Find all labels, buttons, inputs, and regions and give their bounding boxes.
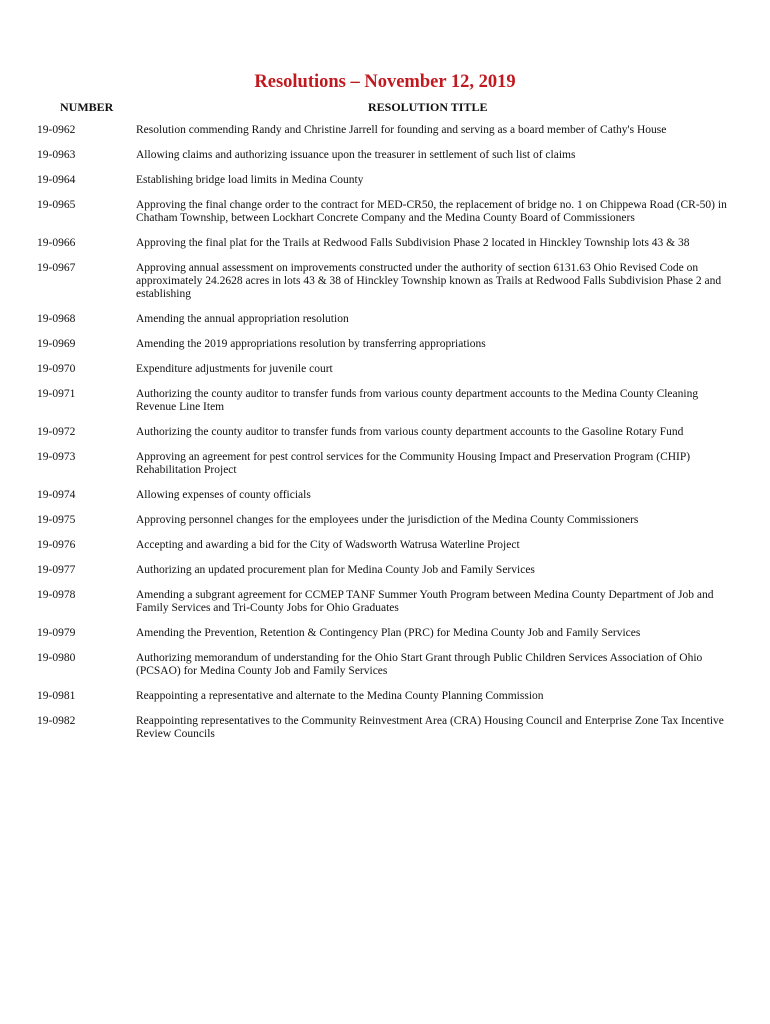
resolution-number: 19-0972 (37, 426, 76, 438)
resolution-row (0, 589, 770, 615)
resolution-title: Authorizing an updated procurement plan for Medina County Job and Family Services (136, 564, 535, 576)
resolution-title: Approving personnel changes for the employees under the jurisdiction of the Medina County Commissioners (136, 514, 639, 526)
resolution-row (0, 690, 770, 703)
resolution-row (0, 149, 770, 162)
resolution-number: 19-0974 (37, 489, 76, 501)
resolution-title: Accepting and awarding a bid for the City of Wadsworth Watrusa Waterline Project (136, 539, 520, 551)
resolution-row (0, 313, 770, 326)
resolution-number: 19-0979 (37, 627, 76, 639)
resolution-title: Allowing expenses of county officials (136, 489, 311, 501)
resolution-number: 19-0967 (37, 262, 76, 274)
resolution-number: 19-0976 (37, 539, 76, 551)
resolution-row (0, 199, 770, 225)
resolution-row (0, 539, 770, 552)
resolution-title: Resolution commending Randy and Christine Jarrell for founding and serving as a board member of Cathy's House (136, 124, 667, 136)
resolution-row (0, 652, 770, 678)
resolution-title: Establishing bridge load limits in Medina County (136, 174, 364, 186)
resolution-title: Approving the final change order to the contract for MED-CR50, the replacement of bridge no. 1 on Chippewa Road (CR-50) in Chatham Township, between Lockhart Concrete Company and the Medina County Board of Commissioners (136, 199, 727, 224)
resolution-title: Amending the 2019 appropriations resolution by transferring appropriations (136, 338, 486, 350)
resolution-title: Approving an agreement for pest control services for the Community Housing Impact and Preservation Program (CHIP) Rehabilitation Project (136, 451, 691, 476)
resolution-number: 19-0980 (37, 652, 76, 664)
resolution-number: 19-0973 (37, 451, 76, 463)
page-title: Resolutions – November 12, 2019 (254, 72, 516, 92)
resolution-title: Approving annual assessment on improvements constructed under the authority of section 6131.63 Ohio Revised Code on approximately 24.2628 acres in lots 43 & 38 of Hinckley Township known as Trails at Redwood Falls Subdivision Phase 2 and establishing (136, 262, 722, 300)
resolution-row (0, 514, 770, 527)
resolution-title: Allowing claims and authorizing issuance upon the treasurer in settlement of such list of claims (136, 149, 576, 161)
resolution-number: 19-0964 (37, 174, 76, 186)
resolution-title: Amending a subgrant agreement for CCMEP TANF Summer Youth Program between Medina County Department of Job and Family Services and Tri-County Jobs for Ohio Graduates (136, 589, 714, 614)
resolution-number: 19-0962 (37, 124, 76, 136)
resolution-title: Authorizing the county auditor to transfer funds from various county department accounts to the Gasoline Rotary Fund (136, 426, 684, 438)
resolution-number: 19-0969 (37, 338, 76, 350)
resolution-number: 19-0977 (37, 564, 76, 576)
resolution-number: 19-0965 (37, 199, 76, 211)
resolution-title: Reappointing a representative and alternate to the Medina County Planning Commission (136, 690, 544, 702)
resolution-number: 19-0971 (37, 388, 76, 400)
resolution-number: 19-0981 (37, 690, 76, 702)
column-header-title: RESOLUTION TITLE (368, 100, 488, 114)
resolution-row (0, 338, 770, 351)
resolution-title: Expenditure adjustments for juvenile court (136, 363, 333, 375)
resolution-row (0, 363, 770, 376)
resolution-title: Authorizing memorandum of understanding for the Ohio Start Grant through Public Children Services Association of Ohio (PCSAO) for Medina County Job and Family Services (136, 652, 703, 677)
resolution-number: 19-0975 (37, 514, 76, 526)
resolution-number: 19-0968 (37, 313, 76, 325)
resolution-row (0, 426, 770, 439)
resolution-row (0, 627, 770, 640)
resolution-title: Amending the Prevention, Retention & Contingency Plan (PRC) for Medina County Job and Family Services (136, 627, 641, 639)
resolution-number: 19-0982 (37, 715, 76, 727)
resolution-row (0, 715, 770, 741)
resolution-title: Approving the final plat for the Trails at Redwood Falls Subdivision Phase 2 located in Hinckley Township lots 43 & 38 (136, 237, 690, 249)
resolution-row (0, 489, 770, 502)
resolution-row (0, 262, 770, 301)
resolution-title: Reappointing representatives to the Community Reinvestment Area (CRA) Housing Council and Enterprise Zone Tax Incentive Review Councils (136, 715, 724, 740)
resolutions-list (0, 124, 770, 753)
resolution-row (0, 388, 770, 414)
resolution-row (0, 174, 770, 187)
resolution-number: 19-0970 (37, 363, 76, 375)
resolution-number: 19-0978 (37, 589, 76, 601)
resolution-title: Amending the annual appropriation resolution (136, 313, 349, 325)
resolution-row (0, 564, 770, 577)
resolution-row (0, 237, 770, 250)
resolution-row (0, 124, 770, 137)
resolution-number: 19-0966 (37, 237, 76, 249)
resolution-number: 19-0963 (37, 149, 76, 161)
resolution-row (0, 451, 770, 477)
resolution-title: Authorizing the county auditor to transfer funds from various county department accounts to the Medina County Cleaning Revenue Line Item (136, 388, 699, 413)
column-header-number: NUMBER (60, 100, 114, 114)
